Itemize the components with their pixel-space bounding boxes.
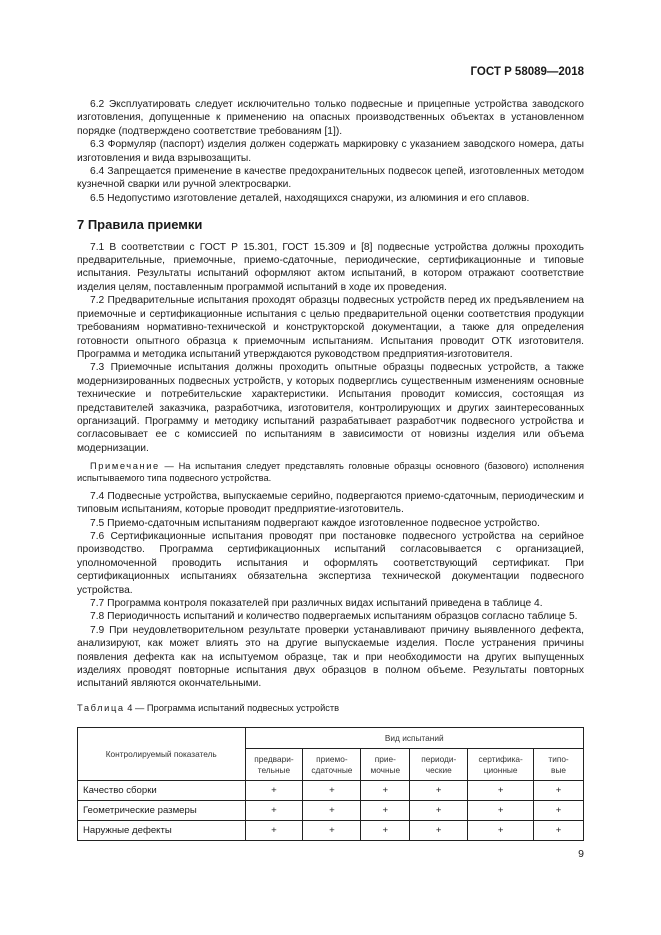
table-cell: +	[361, 781, 410, 801]
col-acceptance-header: прие- мочные	[361, 749, 410, 781]
table-cell: +	[534, 801, 584, 821]
table-cell: +	[410, 821, 468, 841]
table-cell: +	[303, 801, 361, 821]
table-cell: +	[361, 821, 410, 841]
paragraph-6-3: 6.3 Формуляр (паспорт) изделия должен содержать маркировку с указанием заводского номера, даты изготовления и вида взрывозащиты.	[77, 139, 584, 164]
paragraph-7-3: 7.3 Приемочные испытания должны проходить опытные образцы подвесных устройств, а также модернизированных подвесных устройств, у которых подверглись существенным изменениям основные технические и потребительские характеристики. Испытания проводит комиссия, состоящая из представителей заказчика, разработчика, изготовителя, контролирующих и других заинтересованных организаций. Программу и методику испытаний разрабатывает разработчик подвесного устройства и согласовывает ее с комиссией по испытаниям в зависимости от новизны изделия или объема модернизации.	[77, 362, 584, 454]
table-cell: +	[245, 781, 303, 801]
table-cell: +	[468, 821, 534, 841]
col-type-header: типо- вые	[534, 749, 584, 781]
page-number: 9	[578, 848, 584, 860]
note	[77, 460, 584, 485]
table-row	[78, 821, 584, 841]
row-name: Геометрические размеры	[78, 801, 246, 821]
paragraph-6-5: 6.5 Недопустимо изготовление деталей, находящихся снаружи, из алюминия и его сплавов.	[90, 192, 530, 204]
table-row	[78, 801, 584, 821]
row-name: Наружные дефекты	[78, 821, 246, 841]
paragraph-7-7: 7.7 Программа контроля показателей при различных видах испытаний приведена в таблице 4.	[90, 598, 543, 609]
table-row	[78, 781, 584, 801]
test-type-group-header: Вид испытаний	[245, 728, 584, 749]
table-caption-label: Таблица	[77, 702, 125, 713]
section-heading: 7 Правила приемки	[77, 217, 203, 233]
paragraph-7-5: 7.5 Приемо-сдаточным испытаниям подвергают каждое изготовленное подвесное устройство.	[90, 517, 540, 529]
body-text	[77, 98, 584, 715]
table-cell: +	[410, 801, 468, 821]
table-cell: +	[534, 821, 584, 841]
paragraph-7-9: 7.9 При неудовлетворительном результате проверки устанавливают причину выявленного дефекта, анализируют, как может влиять это на другие выпускаемые изделия. После устранения причины появления дефекта как на испытуемом образце, так и при необходимости на других выпущенных изделиях проводят повторные испытания двух образцов в полном объеме. Результаты повторных испытаний являются окончательными.	[77, 624, 584, 690]
col-preliminary-header: предвари- тельные	[245, 749, 303, 781]
table-caption	[77, 702, 584, 715]
table-cell: +	[468, 781, 534, 801]
paragraph-6-2: 6.2 Эксплуатировать следует исключительно только подвесные и прицепные устройства заводского изготовления, допущенные к применению на опасных производственных объектах в установленном порядке (подтверждено соответствие требованиям [1]).	[77, 99, 584, 137]
paragraph-6-4: 6.4 Запрещается применение в качестве предохранительных подвесок цепей, изготовленных методом кузнечной сварки или ручной электросварки.	[77, 166, 584, 191]
col-certification-header: сертифика- ционные	[468, 749, 534, 781]
table-cell: +	[534, 781, 584, 801]
table-cell: +	[303, 821, 361, 841]
table-cell: +	[468, 801, 534, 821]
paragraph-7-6: 7.6 Сертификационные испытания проводят при постановке подвесного устройства на серийное производство. Программа сертификационных испытаний согласовывается с организацией, уполномоченной проводить испытания и оформлять соответствующий сертификат. При сертификационных испытаниях обязательна экспертиза технической документации подвесного устройства.	[77, 530, 584, 596]
paragraph-7-1: 7.1 В соответствии с ГОСТ Р 15.301, ГОСТ 15.309 и [8] подвесные устройства должны проходить предварительные, приемочные, приемо-сдаточные, периодические, сертификационные и типовые испытания. Результаты испытаний оформляют актом испытаний, в котором отражают соответствие изделия целям, поставленным программой испытаний в ходе их проведения.	[77, 241, 584, 293]
table-cell: +	[361, 801, 410, 821]
row-name: Качество сборки	[78, 781, 246, 801]
test-program-table	[77, 727, 584, 841]
table-cell: +	[410, 781, 468, 801]
paragraph-7-2: 7.2 Предварительные испытания проходят образцы подвесных устройств перед их предъявлением на приемочные и сертификационные испытания с целью предварительной оценки соответствия продукции требованиям нормативно-технической и конструкторской документации, а также для определения готовности опытного образца к приемочным испытаниям. Испытания проводит ОТК изготовителя. Программа и методика испытаний утверждаются руководством предприятия-изготовителя.	[77, 295, 584, 360]
col-acceptance-delivery-header: приемо- сдаточные	[303, 749, 361, 781]
table-cell: +	[245, 801, 303, 821]
document-code-header: ГОСТ Р 58089—2018	[470, 66, 584, 78]
col-periodic-header: периоди- ческие	[410, 749, 468, 781]
note-text: — На испытания следует представлять головные образцы основного (базового) исполнения испытываемого типа подвесного устройства.	[77, 461, 584, 484]
table-cell: +	[303, 781, 361, 801]
paragraph-7-4: 7.4 Подвесные устройства, выпускаемые серийно, подвергаются приемо-сдаточным, периодическим и типовым испытаниям, которые проводит предприятие-изготовитель.	[77, 490, 584, 516]
paragraph-7-8: 7.8 Периодичность испытаний и количество подвергаемых испытаниям образцов согласно таблице 5.	[90, 611, 578, 623]
note-label: Примечание	[90, 461, 160, 472]
col-indicator-header: Контролируемый показатель	[78, 728, 246, 781]
table-caption-text: 4 — Программа испытаний подвесных устройств	[124, 702, 340, 713]
table-cell: +	[245, 821, 303, 841]
